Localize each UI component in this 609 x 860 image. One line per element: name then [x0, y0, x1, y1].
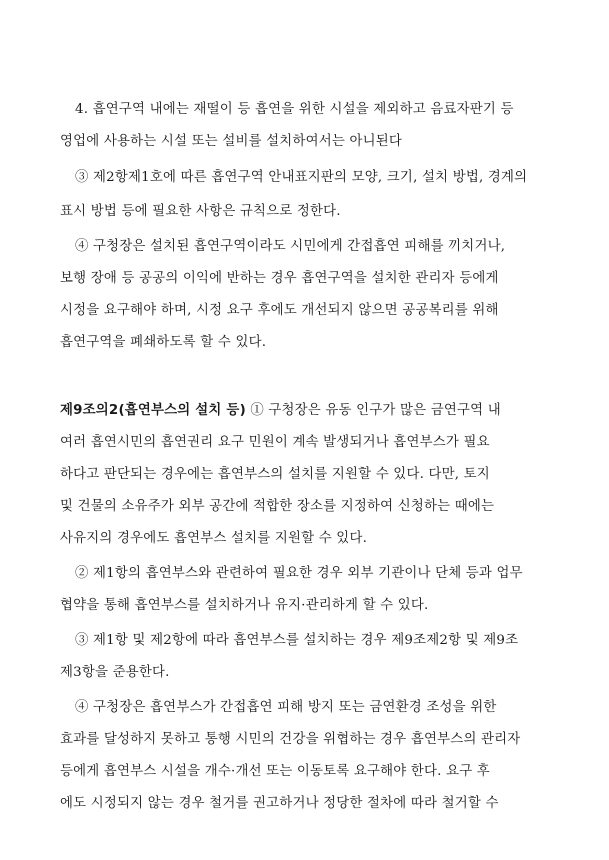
text-line: 에도 시정되지 않는 경우 철거를 권고하거나 정당한 절차에 따라 철거할 수	[60, 796, 499, 811]
text-line: 등에게 흡연부스 시설을 개수·개선 또는 이동토록 요구해야 한다. 요구 후	[60, 764, 490, 779]
text-line: 협약을 통해 흡연부스를 설치하거나 유지·관리하게 할 수 있다.	[60, 598, 429, 613]
text-line: 하다고 판단되는 경우에는 흡연부스의 설치를 지원할 수 있다. 다만, 토지	[60, 467, 490, 482]
text-line: 및 건물의 소유주가 외부 공간에 적합한 장소를 지정하여 신청하는 때에는	[60, 499, 495, 514]
text-line: 효과를 달성하지 못하고 통행 시민의 건강을 위협하는 경우 흡연부스의 관리자	[60, 732, 521, 747]
text-line: ③ 제2항제1호에 따른 흡연구역 안내표지판의 모양, 크기, 설치 방법, 경계의	[75, 170, 528, 185]
article-first-line-text: ① 구청장은 유동 인구가 많은 금연구역 내	[250, 403, 501, 418]
text-line: 여러 흡연시민의 흡연권리 요구 민원이 계속 발생되거나 흡연부스가 필요	[60, 435, 490, 450]
text-line: ③ 제1항 및 제2항에 따라 흡연부스를 설치하는 경우 제9조제2항 및 제9조	[75, 633, 519, 648]
text-line: 흡연구역을 폐쇄하도록 할 수 있다.	[60, 335, 267, 350]
text-line: 4. 흡연구역 내에는 재떨이 등 흡연을 위한 시설을 제외하고 음료자판기 등	[75, 102, 514, 117]
text-line: 표시 방법 등에 필요한 사항은 규칙으로 정한다.	[60, 204, 341, 219]
text-line: ② 제1항의 흡연부스와 관련하여 필요한 경우 외부 기관이나 단체 등과 업무	[75, 566, 523, 581]
text-line: 제3항을 준용한다.	[60, 665, 170, 680]
article-first-line	[60, 399, 501, 418]
text-line: ④ 구청장은 흡연부스가 간접흡연 피해 방지 또는 금연환경 조성을 위한	[75, 700, 497, 715]
text-line: 사유지의 경우에도 흡연부스 설치를 지원할 수 있다.	[60, 531, 368, 546]
text-line: 보행 장애 등 공공의 이익에 반하는 경우 흡연구역을 설치한 관리자 등에게	[60, 271, 499, 286]
text-line: 영업에 사용하는 시설 또는 설비를 설치하여서는 아니된다	[60, 134, 402, 149]
article-heading: 제9조의2(흡연부스의 설치 등)	[60, 403, 246, 418]
text-line: 시정을 요구해야 하며, 시정 요구 후에도 개선되지 않으면 공공복리를 위해	[60, 303, 499, 318]
text-line: ④ 구청장은 설치된 흡연구역이라도 시민에게 간접흡연 피해를 끼치거나,	[75, 239, 506, 254]
